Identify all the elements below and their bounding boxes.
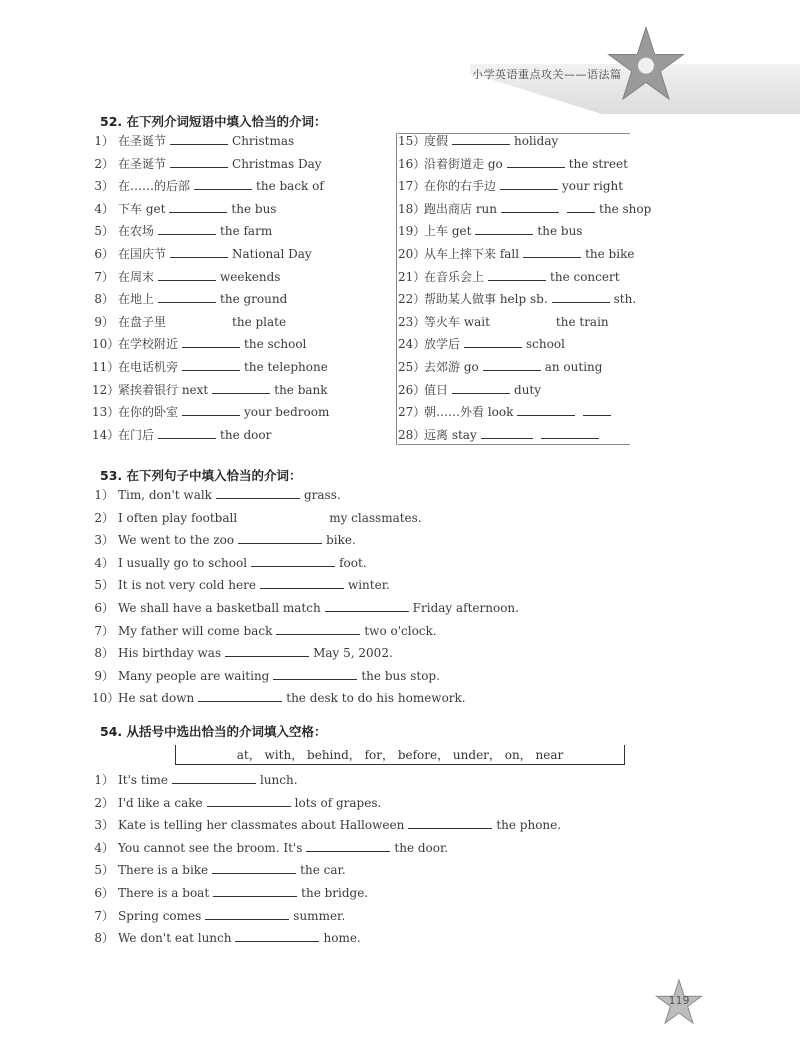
item-suffix: the phone. [496,818,562,833]
item-prompt: Tim, don't walk [118,488,212,502]
item-prompt: 从车上摔下来 fall [424,247,520,261]
item-prompt: 在地上 [118,292,155,307]
item-number: 9） [94,314,114,329]
item-suffix: your bedroom [244,405,330,420]
item-suffix: your right [562,179,624,194]
item-prompt: 远离 stay [424,427,477,442]
item-number: 8） [94,931,114,946]
item-prompt: 在学校附近 [118,337,179,352]
item-suffix: two o'clock. [364,623,437,638]
item-prompt: It's time [118,773,168,787]
answer-blank[interactable] [452,382,510,394]
table-bottom-line [398,444,630,445]
exercise-item [92,772,298,788]
star-logo-icon [606,24,686,104]
item-suffix: winter. [347,578,390,593]
item-prompt: 等火车 wait [424,314,490,329]
exercise-item [398,291,636,307]
item-prompt: 朝……外看 look [424,405,514,420]
item-suffix: duty [514,382,542,397]
item-suffix: the plate [232,314,287,329]
item-suffix: May 5, 2002. [313,646,393,661]
answer-blank[interactable] [182,359,240,371]
exercise-item [92,532,356,548]
exercise-item [398,359,602,375]
item-suffix: home. [323,931,361,946]
exercise-item [92,555,367,571]
item-number: 2） [94,795,114,810]
item-prompt: 在……的后部 [118,179,191,194]
item-suffix: the bus stop. [361,668,440,683]
answer-blank[interactable] [238,532,322,544]
item-suffix: the bridge. [301,886,369,900]
answer-blank[interactable] [567,201,595,213]
item-number: 6） [94,247,114,261]
exercise-item [92,359,328,375]
exercise-item [92,336,306,352]
answer-blank[interactable] [158,291,216,303]
answer-blank[interactable] [212,382,270,394]
answer-blank[interactable] [523,246,581,258]
item-prompt: I'd like a cake [118,795,203,810]
answer-blank[interactable] [552,291,610,303]
exercise-item [92,930,361,946]
answer-blank[interactable] [475,223,533,235]
item-prompt: 值日 [424,382,449,397]
item-number: 18） [398,201,426,216]
item-number: 5） [94,578,114,593]
exercise-item [92,223,272,239]
item-number: 5） [94,863,114,878]
item-number: 3） [94,533,114,548]
answer-blank[interactable] [241,510,325,522]
item-number: 7） [94,908,114,923]
exercise-item [398,404,615,420]
item-number: 22） [398,292,426,307]
exercise-item [398,336,565,352]
item-number: 6） [94,886,114,900]
item-number: 20） [398,247,426,261]
exercise-item [92,178,324,194]
answer-blank[interactable] [507,156,565,168]
item-prompt: His birthday was [118,646,222,661]
answer-blank[interactable] [501,201,559,213]
exercise-item [92,690,466,706]
exercise-item [92,404,329,420]
item-suffix: the shop [599,201,652,216]
answer-blank[interactable] [194,178,252,190]
item-prompt: 在周末 [118,269,155,284]
item-suffix: the car. [300,863,346,878]
item-suffix: school [526,337,565,352]
exercise-item [92,668,440,684]
exercise-item [398,156,628,172]
item-suffix: the train [555,314,609,329]
item-suffix: the farm [220,224,273,239]
item-prompt: 在你的卧室 [118,405,179,420]
answer-blank[interactable] [182,336,240,348]
item-number: 8） [94,292,114,307]
exercise-item [92,623,437,639]
item-prompt: 在盘子里 [118,314,167,329]
item-number: 15） [398,134,426,148]
item-suffix: the bike [585,247,635,261]
item-suffix: the street [568,156,628,171]
item-number: 7） [94,623,114,638]
item-suffix: Friday afternoon. [412,601,519,615]
exercise-item [398,201,651,217]
item-suffix: Christmas [232,134,295,148]
item-prompt: 在门后 [118,427,155,442]
item-number: 13） [92,405,120,420]
answer-blank[interactable] [170,314,228,326]
exercise-item [92,246,312,262]
exercise-item [398,178,623,194]
exercise-item [92,156,322,172]
exercise-item [92,487,341,503]
answer-blank[interactable] [306,840,390,852]
item-number: 12） [92,382,120,397]
item-number: 23） [398,314,426,329]
answer-blank[interactable] [169,201,227,213]
item-number: 24） [398,337,426,352]
answer-blank[interactable] [205,908,289,920]
exercise-item [92,885,368,901]
item-number: 16） [398,156,426,171]
item-suffix: the desk to do his homework. [286,691,466,706]
answer-blank[interactable] [276,623,360,635]
item-number: 3） [94,179,114,194]
exercise-item [92,382,328,398]
exercise-item [92,577,390,593]
exercise-item [92,817,561,833]
word-bank-box: at， with， behind， for， before， under， on， near [175,745,625,765]
item-suffix: weekends [220,269,281,284]
item-prompt: He sat down [118,691,195,706]
item-number: 25） [398,360,426,374]
section-54-title: 54. 从括号中选出恰当的介词填入空格： [100,724,327,739]
item-prompt: 度假 [424,134,449,148]
item-number: 10） [92,691,120,706]
item-prompt: We shall have a basketball match [118,601,321,615]
exercise-item [398,246,634,262]
item-number: 4） [94,201,114,216]
item-prompt: Many people are waiting [118,668,270,683]
item-prompt: My father will come back [118,623,273,638]
exercise-item [92,795,381,811]
exercise-item [92,269,280,285]
item-number: 1） [94,134,114,148]
item-suffix: foot. [339,555,367,570]
exercise-item [92,840,448,856]
exercise-item [398,133,558,149]
item-number: 27） [398,405,426,420]
answer-blank[interactable] [213,885,297,897]
column-divider [396,133,397,445]
item-prompt: 在你的右手边 [424,179,497,194]
item-number: 19） [398,224,426,239]
answer-blank[interactable] [251,555,335,567]
answer-blank[interactable] [207,795,291,807]
item-number: 4） [94,840,114,855]
exercise-item [92,908,345,924]
item-prompt: 在圣诞节 [118,134,167,148]
item-prompt: 在国庆节 [118,247,167,261]
item-suffix: the bus [231,201,277,216]
item-suffix: summer. [293,908,346,923]
answer-blank[interactable] [481,427,533,439]
item-prompt: 在音乐会上 [424,269,485,284]
exercise-item [92,645,393,661]
answer-blank[interactable] [158,427,216,439]
item-prompt: 在圣诞节 [118,156,167,171]
answer-blank[interactable] [170,133,228,145]
answer-blank[interactable] [408,817,492,829]
item-number: 5） [94,224,114,239]
item-prompt: 帮助某人做事 help sb. [424,292,548,307]
item-prompt: 紧挨着银行 next [118,382,209,397]
item-number: 28） [398,427,426,442]
item-suffix: the school [244,337,307,352]
answer-blank[interactable] [212,862,296,874]
exercise-item [92,201,276,217]
exercise-item [92,291,287,307]
answer-blank[interactable] [158,223,216,235]
item-prompt: 去郊游 go [424,360,479,374]
item-prompt: 沿着街道走 go [424,156,503,171]
item-number: 3） [94,818,114,833]
section-52-title: 52. 在下列介词短语中填入恰当的介词： [100,114,327,129]
item-suffix: the door [220,427,272,442]
item-suffix: an outing [544,360,603,374]
item-prompt: 放学后 [424,337,461,352]
item-number: 26） [398,382,426,397]
answer-blank[interactable] [170,156,228,168]
item-suffix: the ground [220,292,288,307]
answer-blank[interactable] [172,772,256,784]
item-suffix: the telephone [244,360,328,374]
answer-blank[interactable] [198,690,282,702]
exercise-item [92,510,422,526]
exercise-item [398,382,541,398]
item-prompt: Kate is telling her classmates about Halloween [118,818,405,833]
exercise-item [92,133,294,149]
item-number: 9） [94,668,114,683]
item-prompt: You cannot see the broom. It's [118,840,303,855]
item-number: 14） [92,427,120,442]
answer-blank[interactable] [170,246,228,258]
item-number: 7） [94,269,114,284]
header-title: 小学英语重点攻关——语法篇 [472,68,622,81]
item-suffix: sth. [613,292,637,307]
answer-blank[interactable] [235,930,319,942]
item-suffix: the concert [550,269,620,284]
item-suffix: holiday [514,134,559,148]
item-suffix: my classmates. [329,510,422,525]
item-prompt: 在农场 [118,224,155,239]
item-prompt: I usually go to school [118,555,248,570]
answer-blank[interactable] [216,487,300,499]
answer-blank[interactable] [452,133,510,145]
answer-blank[interactable] [500,178,558,190]
item-number: 1） [94,773,114,787]
exercise-item [92,862,346,878]
item-suffix: Christmas Day [232,156,322,171]
item-number: 21） [398,269,426,284]
answer-blank[interactable] [583,404,611,416]
item-number: 2） [94,510,114,525]
item-number: 10） [92,337,120,352]
item-suffix: the bus [537,224,583,239]
item-number: 8） [94,646,114,661]
answer-blank[interactable] [182,404,240,416]
item-number: 6） [94,601,114,615]
exercise-item [92,427,271,443]
answer-blank[interactable] [517,404,575,416]
answer-blank[interactable] [158,269,216,281]
item-prompt: There is a bike [118,863,209,878]
answer-blank[interactable] [273,668,357,680]
item-prompt: 在电话机旁 [118,360,179,374]
answer-blank[interactable] [225,645,309,657]
exercise-item [398,269,620,285]
answer-blank[interactable] [260,577,344,589]
answer-blank[interactable] [325,600,409,612]
item-suffix: the back of [256,179,324,194]
answer-blank[interactable] [541,427,599,439]
item-prompt: 跑出商店 run [424,201,498,216]
item-suffix: National Day [232,247,312,261]
item-suffix: the bank [274,382,328,397]
item-suffix: lunch. [259,773,298,787]
item-number: 17） [398,179,426,194]
item-number: 1） [94,488,114,502]
item-prompt: We went to the zoo [118,533,235,548]
answer-blank[interactable] [488,269,546,281]
page-number: 119 [668,994,690,1007]
item-suffix: grass. [303,488,341,502]
item-suffix: the door. [394,840,449,855]
answer-blank[interactable] [464,336,522,348]
item-number: 2） [94,156,114,171]
item-prompt: It is not very cold here [118,578,256,593]
answer-blank[interactable] [494,314,552,326]
answer-blank[interactable] [483,359,541,371]
exercise-item [92,600,519,616]
section-53-title: 53. 在下列句子中填入恰当的介词： [100,468,302,483]
item-prompt: 上车 get [424,224,472,239]
item-prompt: We don't eat lunch [118,931,232,946]
item-suffix: bike. [326,533,356,548]
item-prompt: There is a boat [118,886,210,900]
exercise-item [398,223,582,239]
item-suffix: lots of grapes. [294,795,382,810]
item-prompt: 下车 get [118,201,166,216]
item-number: 4） [94,555,114,570]
exercise-item [398,314,609,330]
item-number: 11） [92,360,120,374]
exercise-item [398,427,603,443]
item-prompt: I often play football [118,510,238,525]
item-prompt: Spring comes [118,908,202,923]
exercise-item [92,314,286,330]
